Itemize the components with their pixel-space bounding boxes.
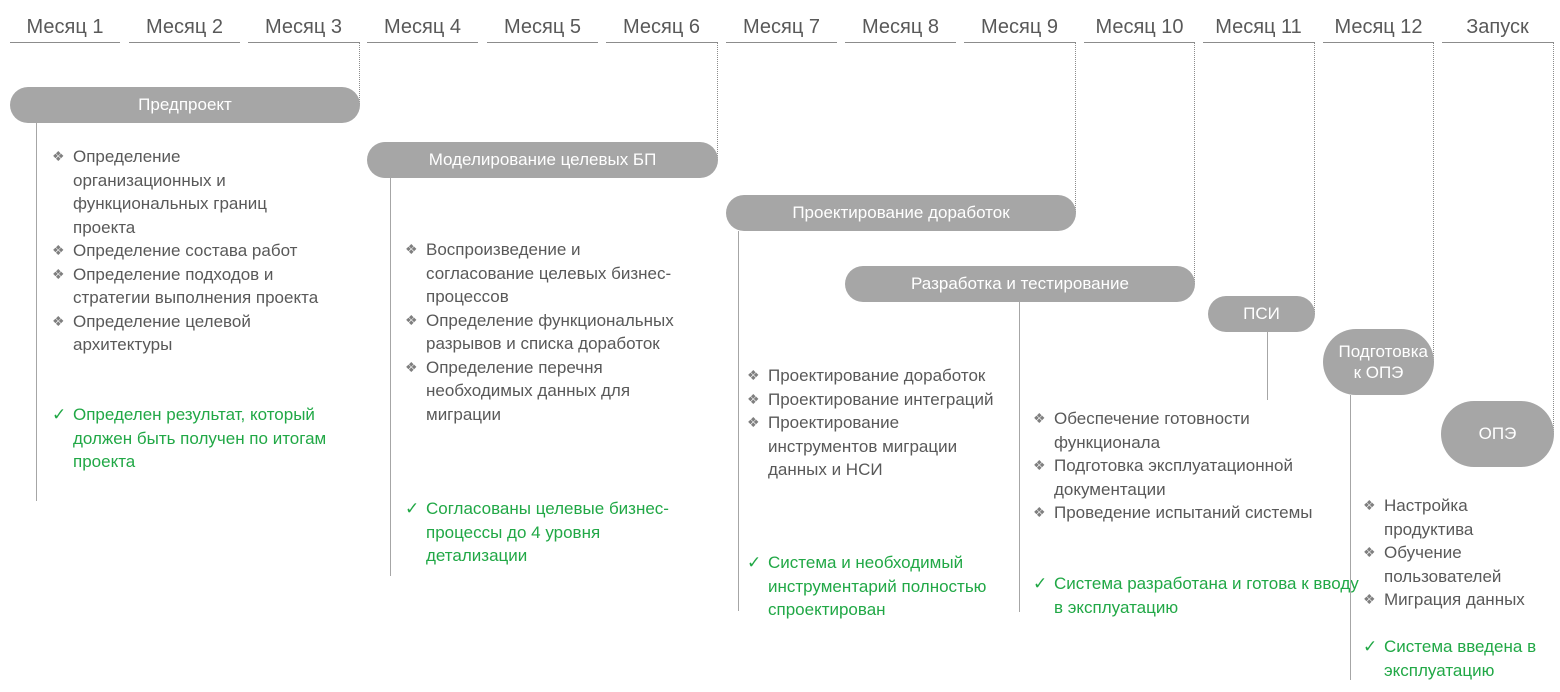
bullet-icon: ❖ — [1363, 497, 1376, 513]
phase-title: Подготовка к ОПЭ — [1338, 342, 1428, 382]
month-10: Месяц 10 — [1084, 14, 1195, 43]
phase-title: Проектирование доработок — [792, 203, 1010, 222]
connector-m9 — [1075, 42, 1076, 212]
task-item: ❖ Определение организационных и функциональных границ проекта — [52, 147, 267, 237]
month-7: Месяц 7 — [726, 14, 837, 43]
bullet-icon: ❖ — [405, 311, 418, 328]
phase-title: ОПЭ — [1478, 424, 1517, 443]
month-1: Месяц 1 — [10, 14, 120, 43]
bullet-icon: ❖ — [405, 241, 418, 257]
task-item: ❖ Проведение испытаний системы — [1033, 501, 1343, 525]
task-item: ❖ Проектирование доработок — [747, 364, 1007, 388]
month-2: Месяц 2 — [129, 14, 240, 43]
phase-line-design — [738, 231, 739, 611]
month-11: Месяц 11 — [1203, 14, 1314, 43]
connector-m12 — [1433, 42, 1434, 362]
phase-line-psi — [1267, 332, 1268, 400]
bullet-icon: ❖ — [1363, 544, 1376, 560]
connector-m3 — [359, 42, 360, 104]
task-item: ❖ Проектирование инструментов миграции данных и НСИ — [747, 413, 958, 479]
phase-pill-prep-ope — [1323, 329, 1434, 395]
phase-title: ПСИ — [1243, 304, 1280, 323]
phase-title: Моделирование целевых БП — [428, 150, 657, 169]
month-5: Месяц 5 — [487, 14, 598, 43]
bullet-icon: ❖ — [747, 414, 760, 430]
task-item: ❖ Определение функциональных разрывов и списка доработок — [405, 310, 674, 353]
task-item: ❖ Проектирование интеграций — [747, 388, 1007, 412]
month-12: Месяц 12 — [1323, 14, 1434, 43]
phase-pill-development — [845, 266, 1195, 302]
task-list-modeling — [405, 238, 685, 426]
result-design: ✓ Система и необходимый инструментарий полностью спроектирован — [747, 553, 987, 619]
bullet-icon: ❖ — [52, 242, 65, 258]
phase-line-modeling — [390, 178, 391, 576]
phase-line-prep-ope — [1350, 395, 1351, 680]
phase-pill-modeling — [367, 142, 718, 178]
result-development: ✓ Система разработана и готова к вводу в эксплуатацию — [1033, 574, 1359, 617]
connector-launch — [1553, 42, 1554, 434]
phase-pill-preproject — [10, 87, 360, 123]
task-item: ❖ Миграция данных — [1363, 588, 1558, 612]
month-3: Месяц 3 — [248, 14, 359, 43]
task-list-preproject — [52, 145, 322, 357]
task-item: ❖ Обеспечение готовности функционала — [1033, 409, 1250, 452]
bullet-icon: ❖ — [405, 358, 418, 375]
bullet-icon: ❖ — [1033, 410, 1046, 426]
task-item: ❖ Определение подходов и стратегии выполнения проекта — [52, 264, 319, 307]
task-item: ❖ Определение перечня необходимых данных для миграции — [405, 357, 631, 424]
phase-pill-ope — [1441, 401, 1554, 467]
connector-m11 — [1314, 42, 1315, 314]
task-item: ❖ Подготовка эксплуатационной документации — [1033, 456, 1293, 499]
connector-m10 — [1194, 42, 1195, 284]
bullet-icon: ❖ — [52, 148, 65, 164]
result-prep-ope: ✓ Система введена в эксплуатацию — [1363, 637, 1537, 680]
task-item: ❖ Обучение пользователей — [1363, 543, 1502, 586]
bullet-icon: ❖ — [747, 367, 760, 383]
phase-line-development — [1019, 302, 1020, 612]
check-icon: ✓ — [52, 405, 67, 424]
result-preproject: ✓ Определен результат, который должен быть получен по итогам проекта — [52, 405, 327, 471]
bullet-icon: ❖ — [1033, 457, 1046, 473]
phase-line-preproject — [36, 123, 37, 501]
month-4: Месяц 4 — [367, 14, 478, 43]
task-list-development — [1033, 407, 1343, 525]
bullet-icon: ❖ — [52, 312, 65, 329]
result-modeling: ✓ Согласованы целевые бизнес-процессы до 4 уровня детализации — [405, 499, 669, 565]
month-8: Месяц 8 — [845, 14, 956, 43]
phase-pill-design — [726, 195, 1076, 231]
connector-m6 — [717, 42, 718, 160]
check-icon: ✓ — [747, 553, 762, 572]
task-item: ❖ Определение состава работ — [52, 239, 322, 263]
check-icon: ✓ — [405, 499, 420, 518]
bullet-icon: ❖ — [747, 390, 760, 407]
task-item: ❖ Воспроизведение и согласование целевых бизнес-процессов — [405, 240, 672, 306]
bullet-icon: ❖ — [1363, 591, 1376, 607]
phase-title: Разработка и тестирование — [911, 274, 1129, 293]
task-list-prep-ope — [1363, 494, 1558, 612]
launch: Запуск — [1442, 14, 1553, 43]
check-icon: ✓ — [1033, 574, 1048, 593]
task-item: ❖ Определение целевой архитектуры — [52, 311, 251, 354]
month-6: Месяц 6 — [606, 14, 717, 43]
bullet-icon: ❖ — [1033, 504, 1046, 520]
check-icon: ✓ — [1363, 637, 1378, 656]
task-list-design — [747, 364, 1007, 482]
bullet-icon: ❖ — [52, 265, 65, 282]
task-item: ❖ Настройка продуктива — [1363, 496, 1474, 539]
phase-pill-psi — [1208, 296, 1315, 332]
phase-title: Предпроект — [138, 95, 232, 114]
month-9: Месяц 9 — [964, 14, 1075, 43]
